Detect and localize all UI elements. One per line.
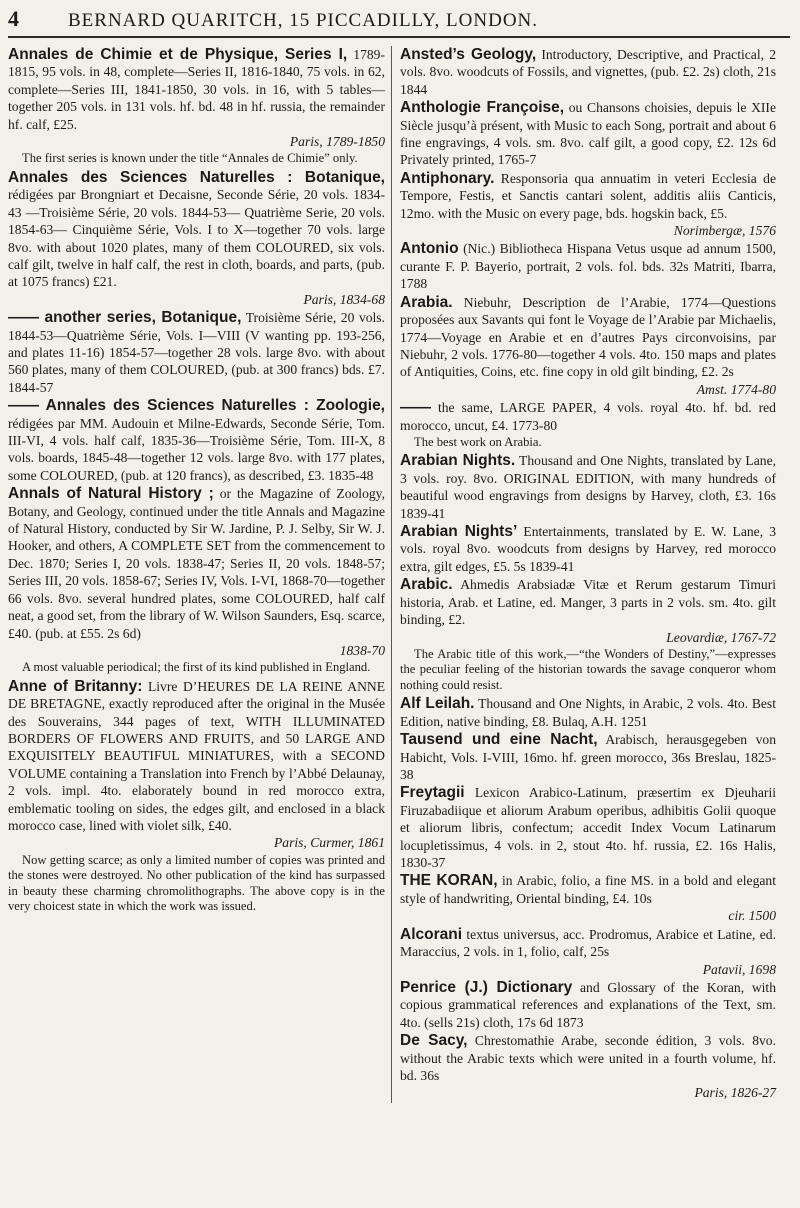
catalogue-note: The Arabic title of this work,—“the Wonders of Destiny,”—expresses the peculiar feeling of the historian towards the savage conqueror whom nothing could resist. bbox=[400, 646, 776, 692]
catalogue-entry bbox=[400, 576, 776, 646]
entry-imprint: Paris, 1789-1850 bbox=[289, 134, 385, 150]
catalogue-entry bbox=[400, 695, 776, 730]
entry-heading: Freytagii bbox=[400, 784, 465, 802]
entry-heading: De Sacy, bbox=[400, 1032, 468, 1050]
entry-description: Livre D’HEURES DE LA REINE ANNE DE BRETAGNE, exactly reproduced after the original in the Musée des Souverains, 344 pages of text, WITH ILLUMINATED BORDERS OF FLOWERS AND FRUITS, and 50 LARGE AND EXQUISITELY BEAUTIFUL MINIATURES, with a SECOND VOLUME containing a Translation into French by l’Abbé Delaunay, 2 vols. impl. 4to. elaborately bound in red morocco extra, emblematic tooling on sides, the edges gilt, and enclosed in a black morocco case, lined with violet silk, £40. bbox=[8, 678, 386, 834]
catalogue-entry bbox=[8, 678, 385, 852]
catalogue-entry bbox=[400, 1032, 776, 1102]
entry-description: or the Magazine of Zoology, Botany, and Geology, continued under the title Annals and Magazine of Natural History, conducted by Sir W. Jardine, P. J. Selby, Sir W. J. Hooker, and others, A COMPLETE SET from the commencement to Dec. 1870; Series I, 20 vols. 1838-47; Series II, 20 vols. 1848-57; Series III, 20 vols. 1858-67; Series IV, Vols. I-VI, 1868-70—together 66 vols. 8vo. several hundred plates, some COLOURED, half calf neat, a good set, from the library of W. Wilson Saunders, Esq. scarce, £40. (pub. at £55. 2s 6d) bbox=[8, 486, 385, 641]
entry-imprint: Patavii, 1698 bbox=[702, 961, 776, 977]
entry-imprint: Leovardiæ, 1767-72 bbox=[666, 629, 776, 645]
catalogue-entry bbox=[400, 99, 776, 169]
catalogue-note: The first series is known under the title “Annales de Chimie” only. bbox=[22, 151, 358, 166]
catalogue-entry bbox=[400, 784, 776, 871]
catalogue-entry bbox=[8, 169, 385, 308]
entry-heading: Arabian Nights’ bbox=[400, 523, 518, 541]
entry-heading: Alcorani bbox=[400, 925, 463, 943]
entry-imprint: Paris, Curmer, 1861 bbox=[273, 835, 385, 851]
entry-heading: Ansted’s Geology, bbox=[400, 46, 537, 63]
entry-description: the same, LARGE PAPER, 4 vols. royal 4to. hf. bd. red morocco, uncut, £4. 1773-80 bbox=[400, 400, 776, 433]
entry-heading: Annales de Chimie et de Physique, Series I, bbox=[8, 46, 348, 63]
page-number: 4 bbox=[8, 6, 19, 31]
catalogue-note: The best work on Arabia. bbox=[414, 434, 542, 449]
entry-heading: Annales des Sciences Naturelles : Botanique, bbox=[8, 168, 385, 186]
right-column bbox=[392, 46, 776, 1103]
entry-description: Responsoria qua annuatim in veteri Ecclesia de Tempore, Festis, et Sanctis cantari solent, additis aliis Canticis, 12mo. with the Music on every page, bds. hogskin back, £5. bbox=[400, 170, 776, 221]
catalogue-entry bbox=[400, 731, 776, 783]
entry-description: and Glossary of the Koran, with copious grammatical references and explanations of the Text, sm. 4to. (sells 21s) cloth, 17s 6d 1873 bbox=[400, 979, 776, 1030]
catalogue-note: Now getting scarce; as only a limited number of copies was printed and the stones were destroyed. No other publication of the kind has surpassed in beauty these charming chromolithographs. The above copy is in the very choicest state in which the work was issued. bbox=[8, 852, 385, 914]
entry-heading: Anthologie Françoise, bbox=[400, 99, 565, 117]
entry-description: (Nic.) Bibliotheca Hispana Vetus usque ad annum 1500, curante F. P. Bayerio, portrait, 2 vols. fol. bds. 32s Matriti, Ibarra, 1788 bbox=[400, 241, 776, 292]
catalogue-entry bbox=[400, 452, 776, 522]
entry-heading: Annals of Natural History ; bbox=[8, 485, 214, 503]
left-column bbox=[8, 46, 392, 1103]
catalogue-entry bbox=[400, 294, 776, 398]
entry-heading: Antonio bbox=[400, 240, 459, 258]
entry-heading: Penrice (J.) Dictionary bbox=[400, 978, 573, 996]
catalogue-entry bbox=[8, 485, 385, 659]
entry-description: rédigées par Brongniart et Decaisne, Seconde Série, 20 vols. 1834-43 —Troisième Série, 20 vols. 1844-53— Quatrième Serie, 20 vols. 1854-63— Cinquième Série, Vols. I to X—together 70 vols. large 8vo. with about 1020 plates, many of them COLOURED, six vols. calf gilt, twelve in half calf, the rest in cloth, boards, and parts, (pub. at 1075 francs) £21. bbox=[8, 187, 385, 290]
entry-description: Troisième Série, 20 vols. 1844-53—Quatrième Série, Vols. I—VIII (V wanting pp. 193-256, and plates 11-16) 1854-57—together 28 vols. large 8vo. with about 560 plates, many of them COLOURED, (pub. at 300 francs) bds. £7. 1844-57 bbox=[8, 310, 386, 395]
entry-imprint: 1838-70 bbox=[339, 642, 385, 658]
entry-heading: —— bbox=[400, 399, 431, 417]
entry-description: textus universus, acc. Prodromus, Arabice et Latine, ed. Maraccius, 2 vols. in 1, folio, calf, 25s bbox=[400, 926, 776, 960]
entry-heading: Antiphonary. bbox=[400, 169, 495, 187]
entry-description: 1789-1815, 95 vols. in 48, complete—Series II, 1816-1840, 75 vols. in 62, complete—Series III, 1841-1850, 30 vols. in 16, with 5 tables—together 205 vols. in 131 vols. hf. bd. 48 in hf. russia, the remainder hf. calf, £25. bbox=[8, 47, 385, 132]
entry-imprint: Norimbergæ, 1576 bbox=[673, 223, 776, 239]
catalogue-entry bbox=[8, 397, 385, 484]
entry-heading: —— another series, Botanique, bbox=[8, 309, 242, 327]
entry-description: ou Chansons choisies, depuis le XIIe Siècle jusqu’à présent, with Music to each Song, portrait and about 6 fine engravings, 4 vols. sm. 8vo. calf gilt, a good copy, £2. 12s 6d Privately printed, 1765-7 bbox=[400, 100, 776, 168]
entry-description: Niebuhr, Description de l’Arabie, 1774—Questions proposées aux Savants qui font le Voyage de l’Arabie par Michaelis, 1774—Voyage en Arabie et en d’autres Pays circonvoisins, par Niebuhr, 2 vols. 1776-80—together 4 vols. 4to. 150 maps and plates of Antiquities, Coins, etc. fine copy in old gilt binding, £2. 2s bbox=[400, 294, 776, 380]
catalogue-entry bbox=[400, 979, 776, 1031]
entry-description: Ahmedis Arabsiadæ Vitæ et Rerum gestarum Timuri historia, Arab. et Latine, ed. Manger, 3 parts in 2 vols. sm. 4to. gilt binding, £2. bbox=[400, 577, 777, 628]
entry-description: Entertainments, translated by E. W. Lane, 3 vols. royal 8vo. woodcuts from designs by Harvey, red morocco extra, gilt edges, £5. 5s 1839-41 bbox=[400, 524, 776, 574]
entry-description: Thousand and One Nights, in Arabic, 2 vols. 4to. Best Edition, native binding, £8. Bulaq, A.H. 1251 bbox=[400, 696, 776, 729]
page-title: BERNARD QUARITCH, 15 PICCADILLY, LONDON. bbox=[68, 10, 539, 31]
catalogue-entry bbox=[400, 399, 776, 434]
catalogue-entry bbox=[400, 926, 776, 978]
catalogue-entry bbox=[400, 240, 776, 292]
entry-heading: THE KORAN, bbox=[400, 872, 498, 890]
entry-heading: Arabic. bbox=[400, 576, 453, 594]
entry-description: in Arabic, folio, a fine MS. in a bold and elegant style of handwriting, Oriental binding, £4. 10s bbox=[400, 873, 776, 906]
entry-heading: —— Annales des Sciences Naturelles : Zoologie, bbox=[8, 397, 385, 415]
entry-heading: Arabian Nights. bbox=[400, 452, 516, 470]
entry-description: rédigées par MM. Audouin et Milne-Edwards, Seconde Série, Tom. III-VI, 4 vols. half calf, 1835-36—Troisième Série, Tom. III-X, 8 vols. boards, 1845-48—together 12 vols. large 8vo. with 177 plates, some COLOURED, (pub. at 120 francs), as described, £3. 1835-48 bbox=[8, 415, 385, 483]
catalogue-entry bbox=[400, 523, 776, 575]
entry-heading: Arabia. bbox=[400, 293, 453, 311]
columns bbox=[8, 46, 790, 1103]
entry-description: Arabisch, herausgegeben von Habicht, Vols. I-VIII, 16mo. hf. green morocco, 36s Breslau, 1825-38 bbox=[400, 732, 776, 783]
entry-heading: Alf Leilah. bbox=[400, 695, 475, 713]
catalogue-note: A most valuable periodical; the first of its kind published in England. bbox=[22, 660, 371, 675]
entry-heading: Anne of Britanny: bbox=[8, 677, 143, 695]
catalogue-entry bbox=[400, 170, 776, 240]
entry-description: Chrestomathie Arabe, seconde édition, 3 vols. 8vo. without the Arabic texts which were united in a fourth volume, hf. bd. 36s bbox=[400, 1033, 776, 1083]
catalogue-entry bbox=[400, 872, 776, 924]
entry-description: Thousand and One Nights, translated by Lane, 3 vols. roy. 8vo. ORIGINAL EDITION, with many hundreds of beautiful wood engravings from designs by Harvey, cloth, £3. 16s 1839-41 bbox=[400, 453, 776, 521]
entry-imprint: Paris, 1834-68 bbox=[303, 291, 385, 307]
entry-heading: Tausend und eine Nacht, bbox=[400, 731, 598, 749]
catalogue-entry bbox=[8, 309, 385, 396]
page-header bbox=[8, 6, 790, 38]
entry-imprint: Amst. 1774-80 bbox=[696, 381, 776, 397]
entry-imprint: cir. 1500 bbox=[728, 908, 776, 924]
catalogue-entry bbox=[8, 46, 385, 150]
entry-imprint: Paris, 1826-27 bbox=[694, 1085, 776, 1101]
catalogue-entry bbox=[400, 46, 776, 98]
entry-description: Lexicon Arabico-Latinum, præsertim ex Djeuharii Firuzabadiique et aliorum Arabum operibus, adhibitis Golii quoque et aliorum libris, confectum; accedit Index Vocum Latinarum locupletissimus, 4 vols. in 2, stout 4to. hf. russia, £2. 16s Halis, 1830-37 bbox=[400, 785, 776, 871]
entry-description: Introductory, Descriptive, and Practical, 2 vols. 8vo. woodcuts of Fossils, and vignettes, (pub. £2. 2s) cloth, 21s 1844 bbox=[400, 47, 776, 97]
